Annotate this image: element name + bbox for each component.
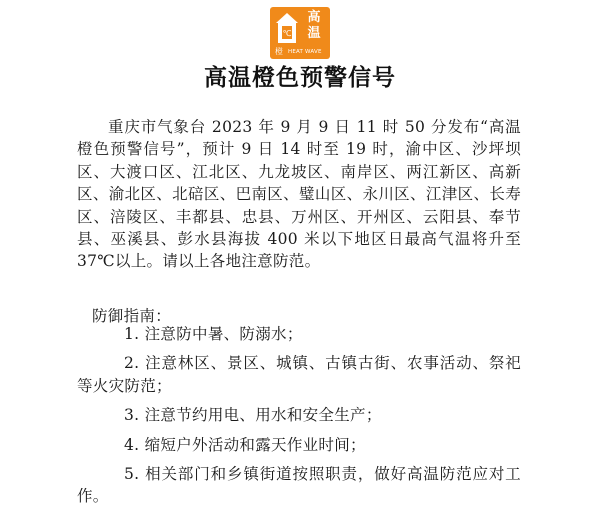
list-item: 1. 注意防中暑、防溺水；: [124, 325, 303, 343]
badge-char: 温: [307, 26, 321, 41]
guide-heading: 防御指南：: [92, 307, 172, 325]
badge-char: 高: [307, 10, 321, 25]
thermometer-house-icon: [275, 12, 299, 46]
list-item: 4. 缩短户外活动和露天作业时间；: [124, 435, 366, 454]
guide-list: [77, 323, 521, 515]
page-title: 高温橙色预警信号: [204, 65, 396, 91]
warning-body: 重庆市气象台 2023 年 9 月 9 日 11 时 50 分发布“高温橙色预警信号”，预计 9 日 14 时至 19 时，渝中区、沙坪坝区、大渡口区、江北区、九龙坡区、南岸区、两江新区、高新区、渝北区、北碚区、巴南区、璧山区、永川区、江津区、长寿区、涪陵区、丰都县、忠县、万州区、开州区、云阳县、奉节县、巫溪县、彭水县海拔 400 米以下地区日最高气温将升至 37℃以上。请以上各地注意防范。: [77, 118, 521, 271]
list-item: 3. 注意节约用电、用水和安全生产；: [124, 406, 382, 425]
list-item: 2. 注意林区、景区、城镇、古镇古街、农事活动、祭祀等火灾防范；: [77, 354, 521, 395]
list-item: 5. 相关部门和乡镇街道按照职责，做好高温防范应对工作。: [77, 465, 521, 506]
heat-wave-warning-badge: [270, 7, 330, 59]
svg-text:℃: ℃: [282, 29, 292, 38]
badge-title: [302, 10, 326, 42]
badge-footer: [270, 47, 330, 57]
badge-english-label: HEAT WAVE: [288, 49, 322, 55]
badge-level-char: 橙: [275, 47, 283, 56]
